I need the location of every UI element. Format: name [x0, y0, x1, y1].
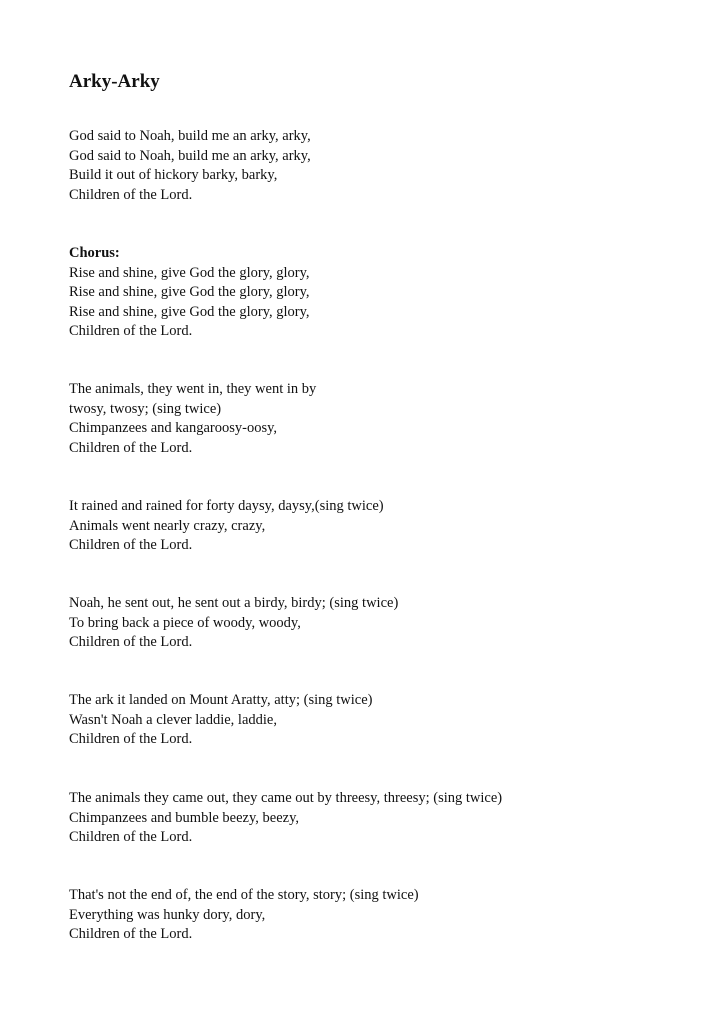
verse-7: [69, 886, 419, 945]
verse-line: Children of the Lord.: [69, 537, 193, 553]
chorus-line: Children of the Lord.: [69, 323, 193, 339]
verse-3: [69, 497, 384, 556]
chorus-line: Rise and shine, give God the glory, glory,: [69, 264, 310, 281]
verse-line: Children of the Lord.: [69, 634, 193, 650]
verse-line: Build it out of hickory barky, barky,: [69, 167, 278, 183]
verse-line: Chimpanzees and bumble beezy, beezy,: [69, 809, 300, 826]
verse-line: Animals went nearly crazy, crazy,: [69, 517, 266, 534]
verse-line: twosy, twosy; (sing twice): [69, 400, 222, 417]
verse-line: Wasn't Noah a clever laddie, laddie,: [69, 711, 277, 728]
verse-line: The animals they came out, they came out by threesy, threesy; (sing twice): [69, 790, 503, 806]
chorus-label: Chorus:: [69, 245, 120, 261]
verse-6: [69, 789, 502, 848]
verse-1: [69, 127, 311, 205]
verse-line: Noah, he sent out, he sent out a birdy, birdy; (sing twice): [69, 595, 399, 611]
chorus: [69, 244, 310, 342]
verse-line: It rained and rained for forty daysy, daysy,(sing twice): [69, 498, 384, 514]
verse-line: Children of the Lord.: [69, 186, 193, 203]
verse-line: Children of the Lord.: [69, 731, 193, 747]
verse-4: [69, 594, 398, 653]
verse-line: Children of the Lord.: [69, 926, 193, 942]
chorus-line: Rise and shine, give God the glory, glory,: [69, 303, 310, 320]
verse-line: Everything was hunky dory, dory,: [69, 906, 266, 923]
verse-5: [69, 691, 373, 750]
verse-line: The animals, they went in, they went in by: [69, 381, 317, 397]
verse-line: To bring back a piece of woody, woody,: [69, 614, 301, 631]
verse-line: Chimpanzees and kangaroosy-oosy,: [69, 420, 278, 436]
verse-line: That's not the end of, the end of the story, story; (sing twice): [69, 887, 419, 903]
verse-2: [69, 380, 316, 458]
verse-line: God said to Noah, build me an arky, arky,: [69, 128, 311, 144]
chorus-line: Rise and shine, give God the glory, glory,: [69, 284, 310, 300]
page-title: Arky-Arky: [69, 71, 160, 92]
verse-line: God said to Noah, build me an arky, arky,: [69, 147, 311, 164]
verse-line: The ark it landed on Mount Aratty, atty; (sing twice): [69, 692, 373, 708]
verse-line: Children of the Lord.: [69, 829, 193, 845]
verse-line: Children of the Lord.: [69, 439, 193, 456]
